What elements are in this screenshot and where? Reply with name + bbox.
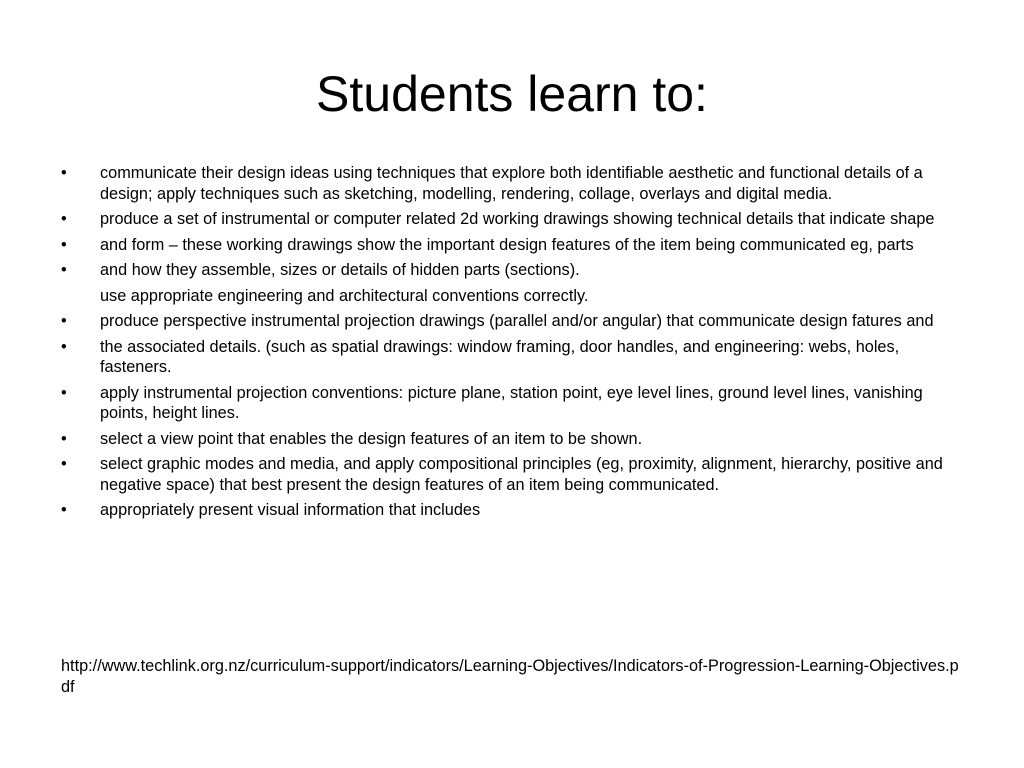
bullet-item (61, 286, 961, 307)
bullet-dot: • (61, 337, 67, 356)
bullet-dot: • (61, 501, 67, 519)
bullet-text: appropriately present visual information that includes (100, 501, 481, 519)
bullet-text: produce a set of instrumental or computer related 2d working drawings showing technical details that indicate shape (100, 210, 935, 228)
bullet-text: use appropriate engineering and architectural conventions correctly. (100, 286, 589, 305)
bullet-text: select graphic modes and media, and apply compositional principles (eg, proximity, alignment, hierarchy, positive and negative space) that best present the design features of an item being communicated. (100, 455, 943, 494)
bullet-item (61, 311, 961, 332)
bullet-item (61, 235, 961, 256)
source-url: http://www.techlink.org.nz/curriculum-support/indicators/Learning-Objectives/Indicators-of-Progression-Learning-Objectives.pdf (61, 657, 959, 696)
bullet-text: and form – these working drawings show the important design features of the item being communicated eg, parts (100, 235, 914, 254)
slide-title: Students learn to: (316, 66, 708, 122)
bullet-text: and how they assemble, sizes or details of hidden parts (sections). (100, 261, 580, 279)
bullet-text: communicate their design ideas using techniques that explore both identifiable aesthetic and functional details of a design; apply techniques such as sketching, modelling, rendering, collage, overlays and digital media. (100, 164, 923, 203)
bullet-dot: • (61, 429, 67, 448)
bullet-item (61, 209, 961, 230)
bullet-dot: • (61, 312, 67, 330)
bullet-item (61, 163, 961, 204)
bullet-dot: • (61, 164, 67, 182)
bullet-dot: • (61, 383, 67, 402)
bullet-text: the associated details. (such as spatial drawings: window framing, door handles, and engineering: webs, holes, fasteners. (100, 337, 900, 376)
bullet-item (61, 454, 961, 495)
bullet-dot: • (61, 210, 67, 228)
bullet-item (61, 429, 961, 450)
bullet-item (61, 337, 961, 378)
bullet-dot: • (61, 261, 67, 279)
bullet-item (61, 500, 961, 521)
bullet-dot: • (61, 235, 67, 254)
bullet-list (61, 163, 961, 526)
bullet-text: produce perspective instrumental projection drawings (parallel and/or angular) that communicate design fatures and (100, 312, 934, 330)
bullet-text: apply instrumental projection conventions: picture plane, station point, eye level lines, ground level lines, vanishing points, height lines. (100, 383, 923, 422)
bullet-text: select a view point that enables the design features of an item to be shown. (100, 429, 643, 448)
bullet-item (61, 260, 961, 281)
bullet-dot: • (61, 455, 67, 473)
bullet-item (61, 383, 961, 424)
